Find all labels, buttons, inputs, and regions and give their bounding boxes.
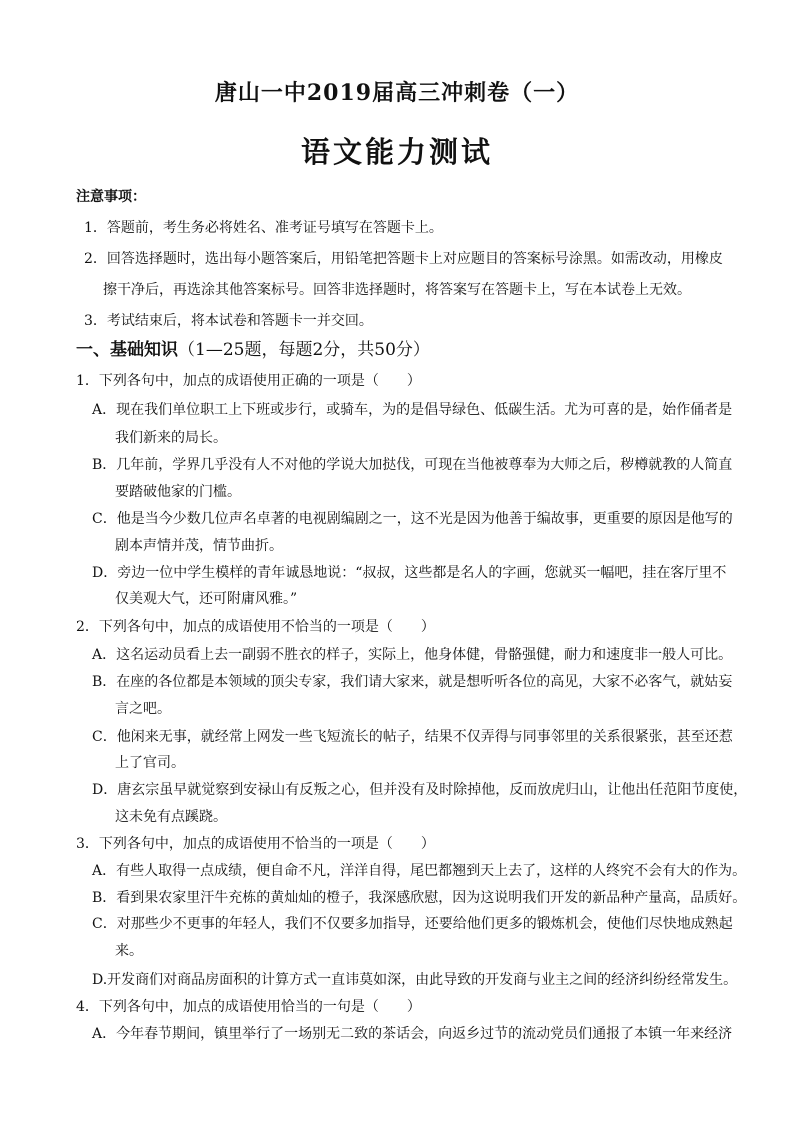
question-2-option-c-cont: 上了官司。 <box>115 755 185 771</box>
question-2-stem: 2．下列各句中，加点的成语使用不恰当的一项是（ ） <box>76 619 435 635</box>
question-3-option-d: D.开发商们对商品房面积的计算方式一直讳莫如深，由此导致的开发商与业主之间的经济纠纷经常发生。 <box>92 972 738 988</box>
question-2-option-b: B．在座的各位都是本领域的顶尖专家，我们请大家来，就是想听听各位的高见，大家不必客气，就姑妄 <box>92 674 733 690</box>
question-2-option-a: A．这名运动员看上去一副弱不胜衣的样子，实际上，他身体健，骨骼强健，耐力和速度非一般人可比。 <box>92 647 733 663</box>
notes-heading: 注意事项： <box>76 189 146 205</box>
question-2-option-b-cont: 言之吧。 <box>115 701 171 717</box>
notes-item-3: 3．考试结束后，将本试卷和答题卡一并交回。 <box>84 313 373 329</box>
question-1-option-d: D．旁边一位中学生模样的青年诚恳地说：“叔叔，这些都是名人的字画，您就买一幅吧，挂在客厅里不 <box>92 565 727 581</box>
question-3-option-a: A．有些人取得一点成绩，便自命不凡，洋洋自得，尾巴都翘到天上去了，这样的人终究不会有大的作为。 <box>92 863 747 879</box>
notes-item-2-line-2: 擦干净后，再选涂其他答案标号。回答非选择题时，将答案写在答题卡上，写在本试卷上无效。 <box>103 282 691 298</box>
question-1-option-c: C．他是当今少数几位声名卓著的电视剧编剧之一，这不光是因为他善于编故事，更重要的原因是他写的 <box>92 511 733 527</box>
question-1-option-c-cont: 剧本声情并茂，情节曲折。 <box>115 538 283 554</box>
question-3-option-b: B．看到果农家里汗牛充栋的黄灿灿的橙子，我深感欣慰，因为这说明我们开发的新品种产量高，品质好。 <box>92 890 747 906</box>
question-1-stem: 1．下列各句中，加点的成语使用正确的一项是（ ） <box>76 373 421 389</box>
question-4-stem: 4．下列各句中，加点的成语使用恰当的一句是（ ） <box>76 999 421 1015</box>
question-1-option-b-cont: 要踏破他家的门槛。 <box>115 484 241 500</box>
question-3-stem: 3．下列各句中，加点的成语使用不恰当的一项是（ ） <box>76 836 435 852</box>
question-3-option-c: C．对那些少不更事的年轻人，我们不仅要多加指导，还要给他们更多的锻炼机会，使他们尽快地成熟起 <box>92 916 733 932</box>
question-4-option-a: A．今年春节期间，镇里举行了一场别无二致的茶话会，向返乡过节的流动党员们通报了本镇一年来经济 <box>92 1026 733 1042</box>
section-heading <box>76 340 430 360</box>
question-1-option-a: A．现在我们单位职工上下班或步行，或骑车，为的是倡导绿色、低碳生活。尤为可喜的是，始作俑者是 <box>92 402 733 418</box>
question-2-option-d: D．唐玄宗虽早就觉察到安禄山有反叛之心，但并没有及时除掉他，反而放虎归山，让他出任范阳节度使， <box>92 782 748 798</box>
section-scoring: （1—25题，每题2分，共50分） <box>178 340 430 360</box>
section-title: 一、基础知识 <box>76 340 178 360</box>
notes-item-2-line-1: 2．回答选择题时，选出每小题答案后，用铅笔把答题卡上对应题目的答案标号涂黑。如需改动，用橡皮 <box>84 251 723 267</box>
question-1-option-b: B．几年前，学界几乎没有人不对他的学说大加挞伐，可现在当他被尊奉为大师之后，秽樽就教的人简直 <box>92 457 733 473</box>
question-3-option-c-cont: 来。 <box>115 943 143 959</box>
subject-title: 语文能力测试 <box>300 135 493 169</box>
question-1-option-d-cont: 仅美观大气，还可附庸风雅。” <box>115 591 298 607</box>
question-1-option-a-cont: 我们新来的局长。 <box>115 430 227 446</box>
question-2-option-d-cont: 这未免有点蹊跷。 <box>115 809 227 825</box>
question-2-option-c: C．他闲来无事，就经常上网发一些飞短流长的帖子，结果不仅弄得与同事邻里的关系很紧张，甚至还惹 <box>92 729 733 745</box>
notes-item-1: 1．答题前，考生务必将姓名、准考证号填写在答题卡上。 <box>84 220 443 236</box>
exam-title: 唐山一中2019届高三冲刺卷（一） <box>214 80 580 106</box>
